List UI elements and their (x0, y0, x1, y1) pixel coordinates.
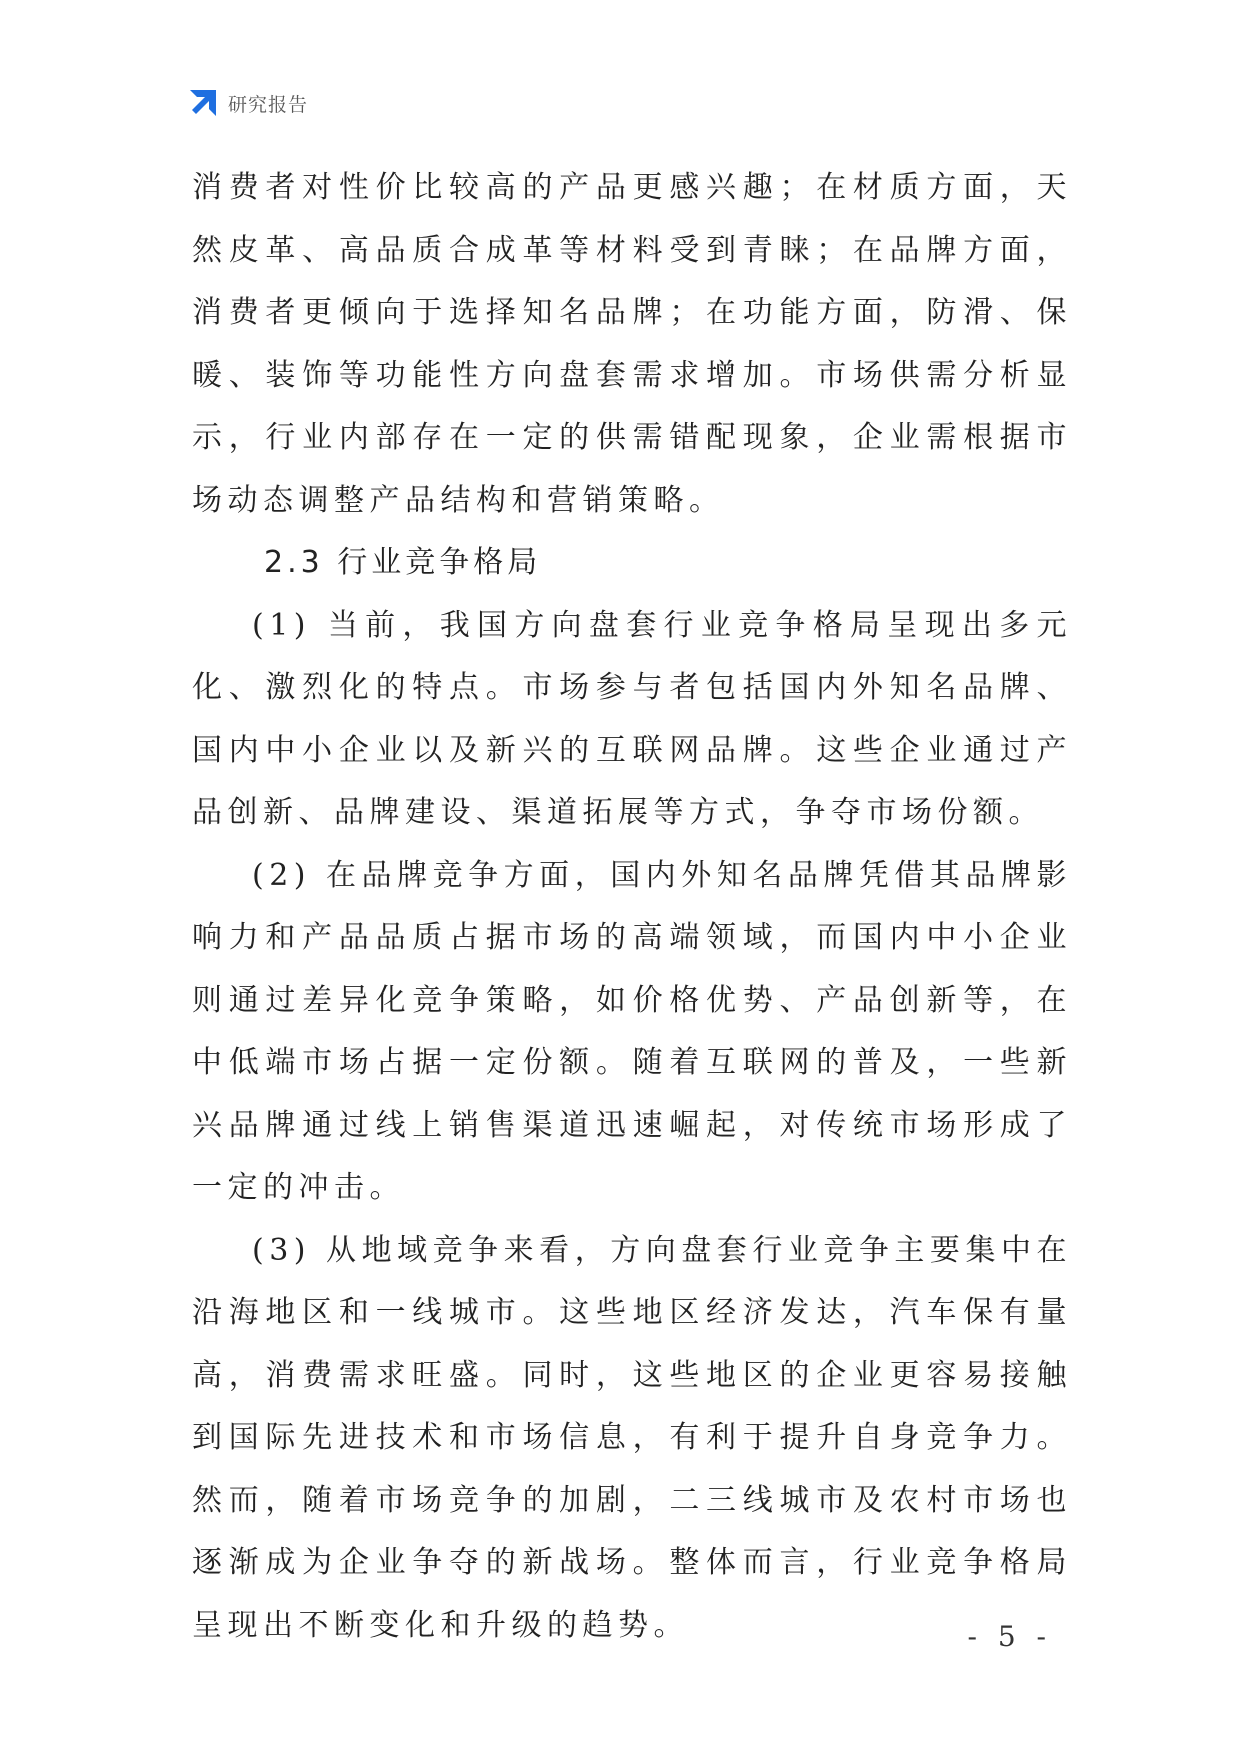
page-header (188, 88, 308, 118)
section-heading: 2.3 行业竞争格局 (264, 545, 542, 580)
page-number: - 5 - (967, 1620, 1052, 1653)
header-title: 研究报告 (228, 93, 309, 116)
arrow-up-right-icon (188, 88, 218, 118)
document-body (192, 157, 1072, 1657)
paragraph-continuation: 消费者对性价比较高的产品更感兴趣；在材质方面，天然皮革、高品质合成革等材料受到青睐；在品牌方面，消费者更倾向于选择知名品牌；在功能方面，防滑、保暖、装饰等功能性方向盘套需求增加。市场供需分析显示，行业内部存在一定的供需错配现象，企业需根据市场动态调整产品结构和营销策略。 (192, 170, 1072, 518)
paragraph-2: (2) 在品牌竞争方面，国内外知名品牌凭借其品牌影响力和产品品质占据市场的高端领域，而国内中小企业则通过差异化竞争策略，如价格优势、产品创新等，在中低端市场占据一定份额。随着互联网的普及，一些新兴品牌通过线上销售渠道迅速崛起，对传统市场形成了一定的冲击。 (192, 857, 1072, 1205)
paragraph-1: (1) 当前，我国方向盘套行业竞争格局呈现出多元化、激烈化的特点。市场参与者包括国内外知名品牌、国内中小企业以及新兴的互联网品牌。这些企业通过产品创新、品牌建设、渠道拓展等方式，争夺市场份额。 (192, 607, 1072, 830)
paragraph-3: (3) 从地域竞争来看，方向盘套行业竞争主要集中在沿海地区和一线城市。这些地区经济发达，汽车保有量高，消费需求旺盛。同时，这些地区的企业更容易接触到国际先进技术和市场信息，有利于提升自身竞争力。然而，随着市场竞争的加剧，二三线城市及农村市场也逐渐成为企业争夺的新战场。整体而言，行业竞争格局呈现出不断变化和升级的趋势。 (192, 1232, 1072, 1643)
